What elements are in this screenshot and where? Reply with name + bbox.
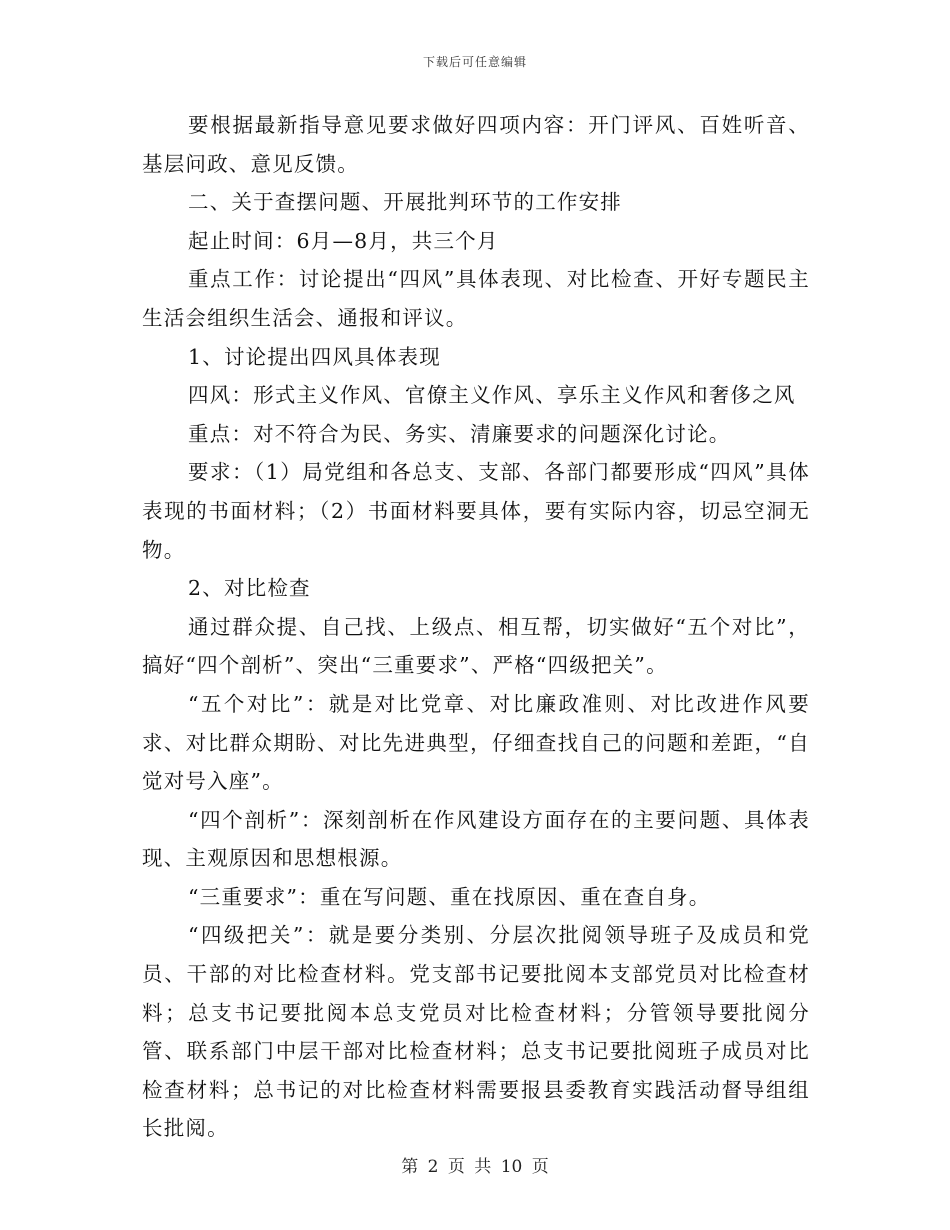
subsection-heading: 2、对比检查 [188, 576, 311, 601]
paragraph: 要根据最新指导意见要求做好四项内容：开门评风、百姓听音、基层问政、意见反馈。 [142, 113, 810, 176]
document-body [142, 106, 810, 1148]
paragraph: “四个剖析”：深刻剖析在作风建设方面存在的主要问题、具体表现、主观原因和思想根源。 [142, 807, 810, 871]
paragraph: 重点工作：讨论提出“四风”具体表现、对比检查、开好专题民主生活会组织生活会、通报和评议。 [142, 267, 810, 330]
paragraph: 重点：对不符合为民、务实、清廉要求的问题深化讨论。 [188, 421, 731, 446]
page-footer: 第 2 页 共 10 页 [401, 1157, 549, 1177]
paragraph: “四级把关”：就是要分类别、分层次批阅领导班子及成员和党员、干部的对比检查材料。党支部书记要批阅本支部党员对比检查材料；总支书记要批阅本总支党员对比检查材料；分管领导要批阅分管、联系部门中层干部对比检查材料；总支书记要批阅班子成员对比检查材料；总书记的对比检查材料需要报县委教育实践活动督导组组长批阅。 [142, 923, 810, 1141]
section-heading: 二、关于查摆问题、开展批判环节的工作安排 [188, 190, 622, 215]
paragraph: 要求：（1）局党组和各总支、支部、各部门都要形成“四风”具体表现的书面材料；（2）书面材料要具体，要有实际内容，切忌空洞无物。 [142, 460, 810, 562]
paragraph: 通过群众提、自己找、上级点、相互帮，切实做好“五个对比”，搞好“四个剖析”、突出“三重要求”、严格“四级把关”。 [142, 614, 810, 678]
paragraph: “三重要求”：重在写问题、重在找原因、重在查自身。 [188, 884, 711, 909]
page-header: 下载后可任意编辑 [422, 55, 527, 69]
subsection-heading: 1、讨论提出四风具体表现 [188, 344, 441, 369]
paragraph: 四风：形式主义作风、官僚主义作风、享乐主义作风和奢侈之风 [188, 383, 796, 408]
paragraph: “五个对比”：就是对比党章、对比廉政准则、对比改进作风要求、对比群众期盼、对比先进典型，仔细查找自己的问题和差距，“自觉对号入座”。 [142, 691, 810, 794]
paragraph: 起止时间：6月—8月，共三个月 [188, 228, 499, 253]
